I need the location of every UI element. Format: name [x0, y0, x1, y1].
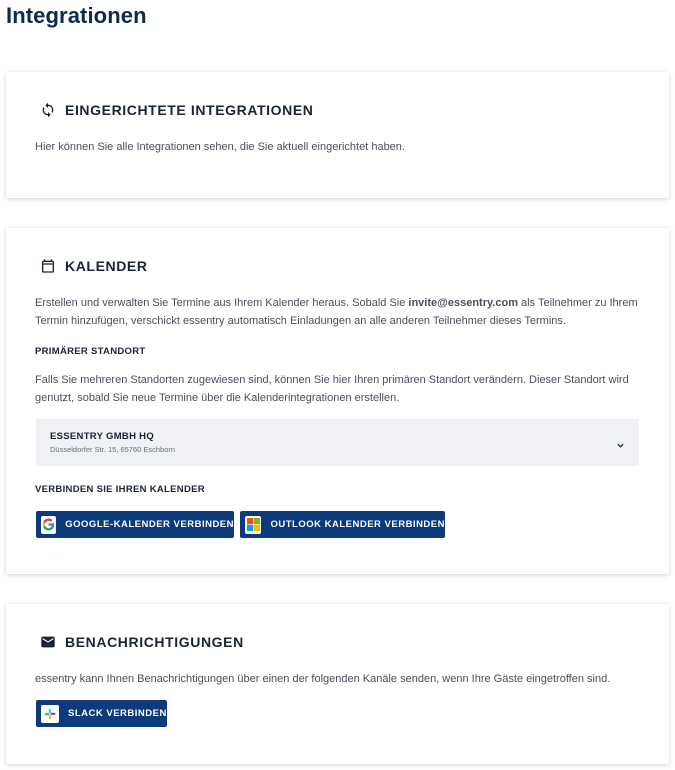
installed-integrations-card	[6, 72, 669, 198]
calendar-title: KALENDER	[65, 258, 148, 274]
notifications-title: BENACHRICHTIGUNGEN	[65, 634, 244, 650]
microsoft-icon	[245, 516, 261, 534]
outlook-calendar-button[interactable]	[240, 511, 445, 538]
sync-icon	[40, 102, 56, 118]
notifications-description: essentry kann Ihnen Benachrichtigungen über einen der folgenden Kanäle senden, wenn Ihre Gäste eingetroffen sind.	[35, 673, 611, 685]
google-calendar-button[interactable]	[36, 511, 234, 538]
google-icon	[41, 516, 56, 534]
calendar-description	[35, 294, 645, 330]
calendar-description-start: Erstellen und verwalten Sie Termine aus Ihrem Kalender heraus. Sobald Sie	[35, 297, 409, 309]
slack-button-label: SLACK VERBINDEN	[68, 708, 167, 719]
location-address: Düsseldorfer Str. 15, 65760 Eschborn	[50, 445, 176, 454]
installed-integrations-header	[40, 102, 314, 118]
installed-integrations-description: Hier können Sie alle Integrationen sehen, die Sie aktuell eingerichtet haben.	[35, 141, 405, 153]
installed-integrations-title: EINGERICHTETE INTEGRATIONEN	[65, 102, 314, 118]
chevron-down-icon	[616, 437, 625, 455]
slack-button[interactable]	[36, 700, 167, 727]
primary-location-description: Falls Sie mehreren Standorten zugewiesen sind, können Sie hier Ihren primären Standort verändern. Dieser Standort wird genutzt, sobald Sie neue Termine über die Kalenderintegrationen erstellen.	[35, 374, 629, 404]
calendar-icon	[40, 258, 56, 274]
notifications-card	[6, 604, 669, 764]
connect-calendar-label: VERBINDEN SIE IHREN KALENDER	[35, 484, 205, 495]
notifications-header	[40, 634, 244, 650]
primary-location-label: PRIMÄRER STANDORT	[35, 346, 146, 357]
mail-icon	[40, 634, 56, 650]
calendar-description-end: als Teilnehmer zu Ihrem Termin hinzufügen, verschickt essentry automatisch Einladungen an alle anderen Teilnehmer dieses Termins.	[35, 297, 638, 327]
location-name: ESSENTRY GMBH HQ	[50, 431, 155, 442]
calendar-header	[40, 258, 148, 274]
slack-icon	[41, 705, 59, 723]
outlook-calendar-button-label: OUTLOOK KALENDER VERBINDEN	[270, 519, 445, 530]
primary-location-select[interactable]	[36, 419, 639, 466]
calendar-card	[6, 228, 669, 574]
google-calendar-button-label: GOOGLE-KALENDER VERBINDEN	[65, 519, 234, 530]
page-title: Integrationen	[6, 3, 147, 28]
invite-email: invite@essentry.com	[408, 297, 518, 309]
